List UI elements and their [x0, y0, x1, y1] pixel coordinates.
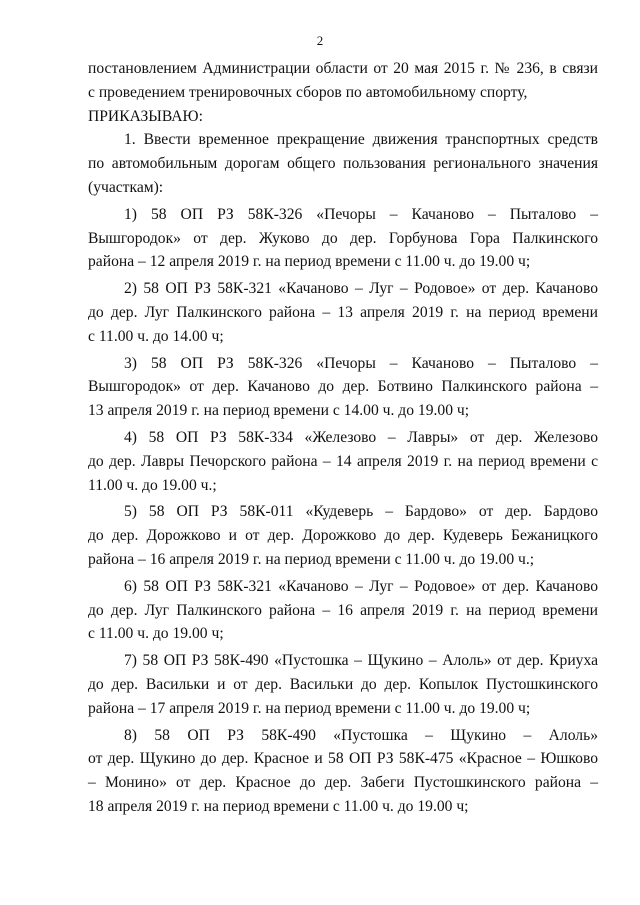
- text-line: до дер. Луг Палкинского района – 16 апреля 2019 г. на период времени: [88, 601, 598, 619]
- text-line: 13 апреля 2019 г. на период времени с 14.00 ч. до 19.00 ч;: [88, 402, 470, 420]
- text-line: 18 апреля 2019 г. на период времени с 11.00 ч. до 19.00 ч;: [88, 797, 469, 815]
- text-line: Вышгородок» от дер. Жуково до дер. Горбунова Гора Палкинского: [88, 229, 598, 247]
- order-word: ПРИКАЗЫВАЮ:: [88, 107, 203, 125]
- sub-item-6: [88, 575, 598, 646]
- text-line: – Монино» от дер. Красное до дер. Забеги Пустошкинского района –: [88, 774, 598, 792]
- sub-item-4: [88, 426, 598, 497]
- text-line: (участкам):: [88, 178, 164, 196]
- sub-item-8: [88, 724, 598, 819]
- text-line: 5) 58 ОП РЗ 58К-011 «Кудеверь – Бардово» от дер. Бардово: [124, 503, 598, 521]
- item-1-paragraph: [88, 128, 598, 199]
- text-line: района – 12 апреля 2019 г. на период времени с 11.00 ч. до 19.00 ч;: [88, 253, 531, 271]
- text-line: района – 17 апреля 2019 г. на период времени с 11.00 ч. до 19.00 ч;: [88, 699, 531, 717]
- text-line: Вышгородок» от дер. Качаново до дер. Ботвино Палкинского района –: [88, 378, 598, 396]
- text-line: до дер. Васильки и от дер. Васильки до дер. Копылок Пустошкинского: [88, 675, 598, 693]
- sub-item-7: [88, 649, 598, 720]
- text-line: 1) 58 ОП РЗ 58К-326 «Печоры – Качаново – Пыталово –: [124, 205, 598, 223]
- text-line: до дер. Лавры Печорского района – 14 апреля 2019 г. на период времени с: [88, 452, 598, 470]
- text-line: с 11.00 ч. до 14.00 ч;: [88, 327, 224, 345]
- text-line: 2) 58 ОП РЗ 58К-321 «Качаново – Луг – Родовое» от дер. Качаново: [124, 280, 598, 298]
- text-line: постановлением Администрации области от 20 мая 2015 г. № 236, в связи: [88, 60, 598, 77]
- sub-item-2: [88, 277, 598, 348]
- document-body: [88, 57, 598, 819]
- intro-paragraph: [88, 57, 598, 128]
- text-line: до дер. Дорожково и от дер. Дорожково до дер. Кудеверь Бежаницкого: [88, 527, 598, 545]
- sub-item-5: [88, 500, 598, 571]
- text-line: с проведением тренировочных сборов по автомобильному спорту,: [88, 83, 528, 101]
- text-line: 7) 58 ОП РЗ 58К-490 «Пустошка – Щукино – Алоль» от дер. Криуха: [124, 652, 598, 670]
- text-line: 6) 58 ОП РЗ 58К-321 «Качаново – Луг – Родовое» от дер. Качаново: [124, 577, 598, 595]
- text-line: 4) 58 ОП РЗ 58К-334 «Железово – Лавры» от дер. Железово: [124, 428, 598, 446]
- text-line: по автомобильным дорогам общего пользования регионального значения: [88, 155, 598, 173]
- sub-item-1: [88, 203, 598, 274]
- text-line: от дер. Щукино до дер. Красное и 58 ОП РЗ 58К-475 «Красное – Юшково: [88, 750, 598, 768]
- sub-item-3: [88, 352, 598, 423]
- text-line: 8) 58 ОП РЗ 58К-490 «Пустошка – Щукино – Алоль»: [124, 726, 598, 744]
- text-line: района – 16 апреля 2019 г. на период времени с 11.00 ч. до 19.00 ч.;: [88, 550, 535, 568]
- text-line: до дер. Луг Палкинского района – 13 апреля 2019 г. на период времени: [88, 303, 598, 321]
- text-line: с 11.00 ч. до 19.00 ч;: [88, 625, 224, 643]
- text-line: 11.00 ч. до 19.00 ч.;: [88, 476, 217, 494]
- text-line: 1. Ввести временное прекращение движения транспортных средств: [124, 131, 598, 149]
- text-line: 3) 58 ОП РЗ 58К-326 «Печоры – Качаново – Пыталово –: [124, 354, 598, 372]
- page-number: 2: [316, 33, 324, 48]
